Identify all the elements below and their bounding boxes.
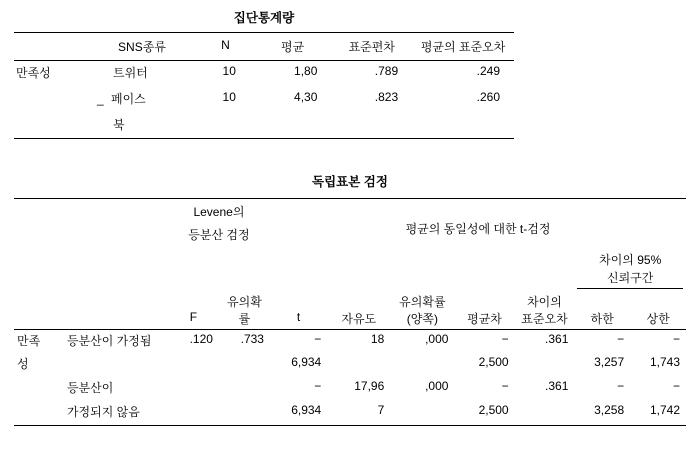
table2-ci-pad-i (515, 249, 575, 291)
hdr-sig-l1: 유의확 (227, 294, 262, 309)
statistics-table-group (14, 8, 514, 139)
table2-row1-sig-2 (219, 353, 270, 377)
table1-pad-3 (254, 113, 332, 139)
table2-hdr-blank-a (14, 291, 64, 330)
hdr-upper-label: 상한 (646, 311, 670, 326)
table2-row1-df-b (327, 353, 390, 377)
table1-body (14, 61, 514, 139)
table2-row2-lo-a: − (617, 379, 625, 394)
table2-row2-f-2 (168, 401, 219, 425)
table2-hdr-blank-b (64, 291, 168, 330)
table1-title: 집단통계량 (233, 11, 295, 25)
table1-mean-facebook: 4,30 (294, 89, 318, 104)
table2-ci-pad-h (454, 249, 514, 291)
table2-row2-md-b: 2,500 (454, 401, 514, 425)
table1-col-sd: 표준편차 (331, 33, 412, 61)
table2-row2-se: .361 (545, 379, 569, 394)
table-row (14, 87, 514, 113)
levene-line2: 등분산 검정 (188, 227, 250, 242)
table2-hdr-df (327, 291, 390, 330)
hdr-sig-l2: 률 (238, 311, 251, 326)
table2-row1-md-a: − (454, 329, 514, 353)
table2-row2-label (14, 377, 64, 401)
table-row (14, 113, 514, 139)
table2-row2-sig2-b (390, 401, 454, 425)
table2-hdr-meandiff (454, 291, 514, 330)
group-statistics-table (14, 32, 514, 139)
table1-pad-1 (14, 113, 87, 139)
table2-ci-header-row (14, 249, 686, 291)
table1-col-blank (14, 33, 87, 61)
table-row (14, 401, 686, 425)
table2-column-header-row (14, 291, 686, 330)
table2-row2-sig-2 (219, 401, 270, 425)
table2-ci-pad-f (327, 249, 390, 291)
ci-line2: 신뢰구간 (577, 269, 683, 289)
ci-line1: 차이의 95% (599, 252, 662, 267)
table1-pad-2 (197, 113, 254, 139)
ttest-label: 평균의 동일성에 대한 t-검정 (405, 222, 551, 236)
table2-row-label: 만족 (14, 329, 64, 353)
table2-ci-pad-e (270, 249, 327, 291)
hdr-md-label: 평균차 (467, 311, 502, 326)
table2-title: 독립표본 검정 (312, 175, 388, 189)
table2-row2-df-b: 7 (327, 401, 390, 425)
table1-pad-4 (331, 113, 412, 139)
table2-blank-a (14, 199, 64, 249)
table1-col-mean: 평균 (254, 33, 332, 61)
table2-row1-df: 18 (327, 329, 390, 353)
table-row (14, 377, 686, 401)
table-row (14, 353, 686, 377)
levene-line1: Levene의 (193, 205, 245, 219)
table-row (14, 61, 514, 87)
table2-row2-name-2: 가정되지 않음 (64, 401, 168, 425)
table2-row2-t-b: 6,934 (270, 401, 327, 425)
table1-se-facebook: .260 (476, 89, 500, 104)
table2-hdr-f (168, 291, 219, 330)
table1-mean-twitter: 1,80 (254, 61, 332, 87)
table2-row1-name-2 (64, 353, 168, 377)
table2-row1-t-b: 6,934 (291, 355, 322, 370)
table2-row1-se-b (515, 353, 575, 377)
table2-row1-lo-a: − (574, 329, 630, 353)
table1-header-row (14, 33, 514, 61)
table2-row2-name: 등분산이 (66, 381, 114, 396)
table2-group-ttest (270, 199, 686, 249)
table2-ci-pad-b (64, 249, 168, 291)
table2-hdr-lower (574, 291, 630, 330)
table1-sd-facebook: .823 (374, 89, 399, 104)
table2-hdr-upper (630, 291, 686, 330)
table2-row1-sig2-b (390, 353, 454, 377)
table2-row1-md-b: 2,500 (478, 355, 509, 370)
table2-body (14, 199, 686, 426)
table2-row2-md-a: − (501, 379, 509, 394)
table2-hdr-se (515, 291, 575, 330)
table2-row2-hi-b: 1,742 (630, 401, 686, 425)
independent-samples-test-group (14, 172, 686, 426)
table1-category-facebook (87, 87, 197, 113)
table2-row1-f: .120 (168, 329, 219, 353)
table1-row-label-blank (14, 87, 87, 113)
table2-row2-t-a: − (314, 379, 322, 394)
table2-group-levene (168, 199, 270, 249)
table2-row1-hi-a: − (630, 329, 686, 353)
table1-col-n: N (197, 33, 254, 61)
independent-samples-test-table (14, 198, 686, 426)
table2-row2-sig (219, 377, 270, 401)
table2-row2-lo-b: 3,258 (574, 401, 630, 425)
table1-category-twitter: 트위터 (87, 61, 197, 87)
table1-n-twitter: 10 (197, 61, 254, 87)
table2-row1-se: .361 (515, 329, 575, 353)
table2-blank-b (64, 199, 168, 249)
table1-pad-5 (412, 113, 514, 139)
hdr-se-l2: 표준오차 (521, 311, 568, 326)
hdr-sig2-l2: (양쪽) (406, 311, 438, 326)
table1-col-se: 평균의 표준오차 (412, 33, 514, 61)
table2-row1-name: 등분산이 가정됨 (64, 329, 168, 353)
table1-category-facebook-2: 북 (87, 113, 197, 139)
table2-row2-label-2 (14, 401, 64, 425)
table1-facebook-lead: _ (97, 91, 104, 106)
table1-sd-twitter: .789 (331, 61, 412, 87)
hdr-sig2-l1: 유의확률 (399, 294, 446, 309)
table-row (14, 329, 686, 353)
table2-ci-header (574, 249, 686, 291)
table2-hdr-t (270, 291, 327, 330)
table2-row2-f (168, 377, 219, 401)
table2-hdr-sig2 (390, 291, 454, 330)
hdr-f-label: F (189, 309, 198, 324)
hdr-t-label: t (296, 309, 301, 324)
table2-hdr-sig (219, 291, 270, 330)
table1-facebook-text: 페이스 (111, 91, 146, 106)
table2-row2-df-a: 17,96 (354, 379, 385, 394)
table2-row1-lo-b: 3,257 (594, 355, 625, 370)
table2-row-label-2: 성 (17, 357, 29, 372)
table2-ci-pad-c (168, 249, 219, 291)
table2-row1-sig: .733 (219, 329, 270, 353)
table2-row2-sig2: ,000 (425, 379, 449, 394)
table1-n-facebook: 10 (222, 89, 236, 104)
table2-row2-hi-a: − (672, 379, 680, 394)
table2-row2-se-b (515, 401, 575, 425)
table2-group-header-row (14, 199, 686, 249)
table1-se-twitter: .249 (412, 61, 514, 87)
hdr-se-l1: 차이의 (527, 294, 562, 309)
table2-ci-pad-a (14, 249, 64, 291)
table2-row1-f-2 (168, 353, 219, 377)
table2-ci-pad-g (390, 249, 454, 291)
table2-row1-hi-b: 1,743 (649, 355, 680, 370)
table1-head (14, 33, 514, 61)
table1-col-sns: SNS종류 (87, 33, 197, 61)
table2-row1-sig2: ,000 (390, 329, 454, 353)
table1-row-label: 만족성 (14, 61, 87, 87)
table2-row1-t-a: − (270, 329, 327, 353)
hdr-df-label: 자유도 (341, 311, 377, 326)
hdr-lower-label: 하한 (590, 311, 614, 326)
table2-ci-pad-d (219, 249, 270, 291)
